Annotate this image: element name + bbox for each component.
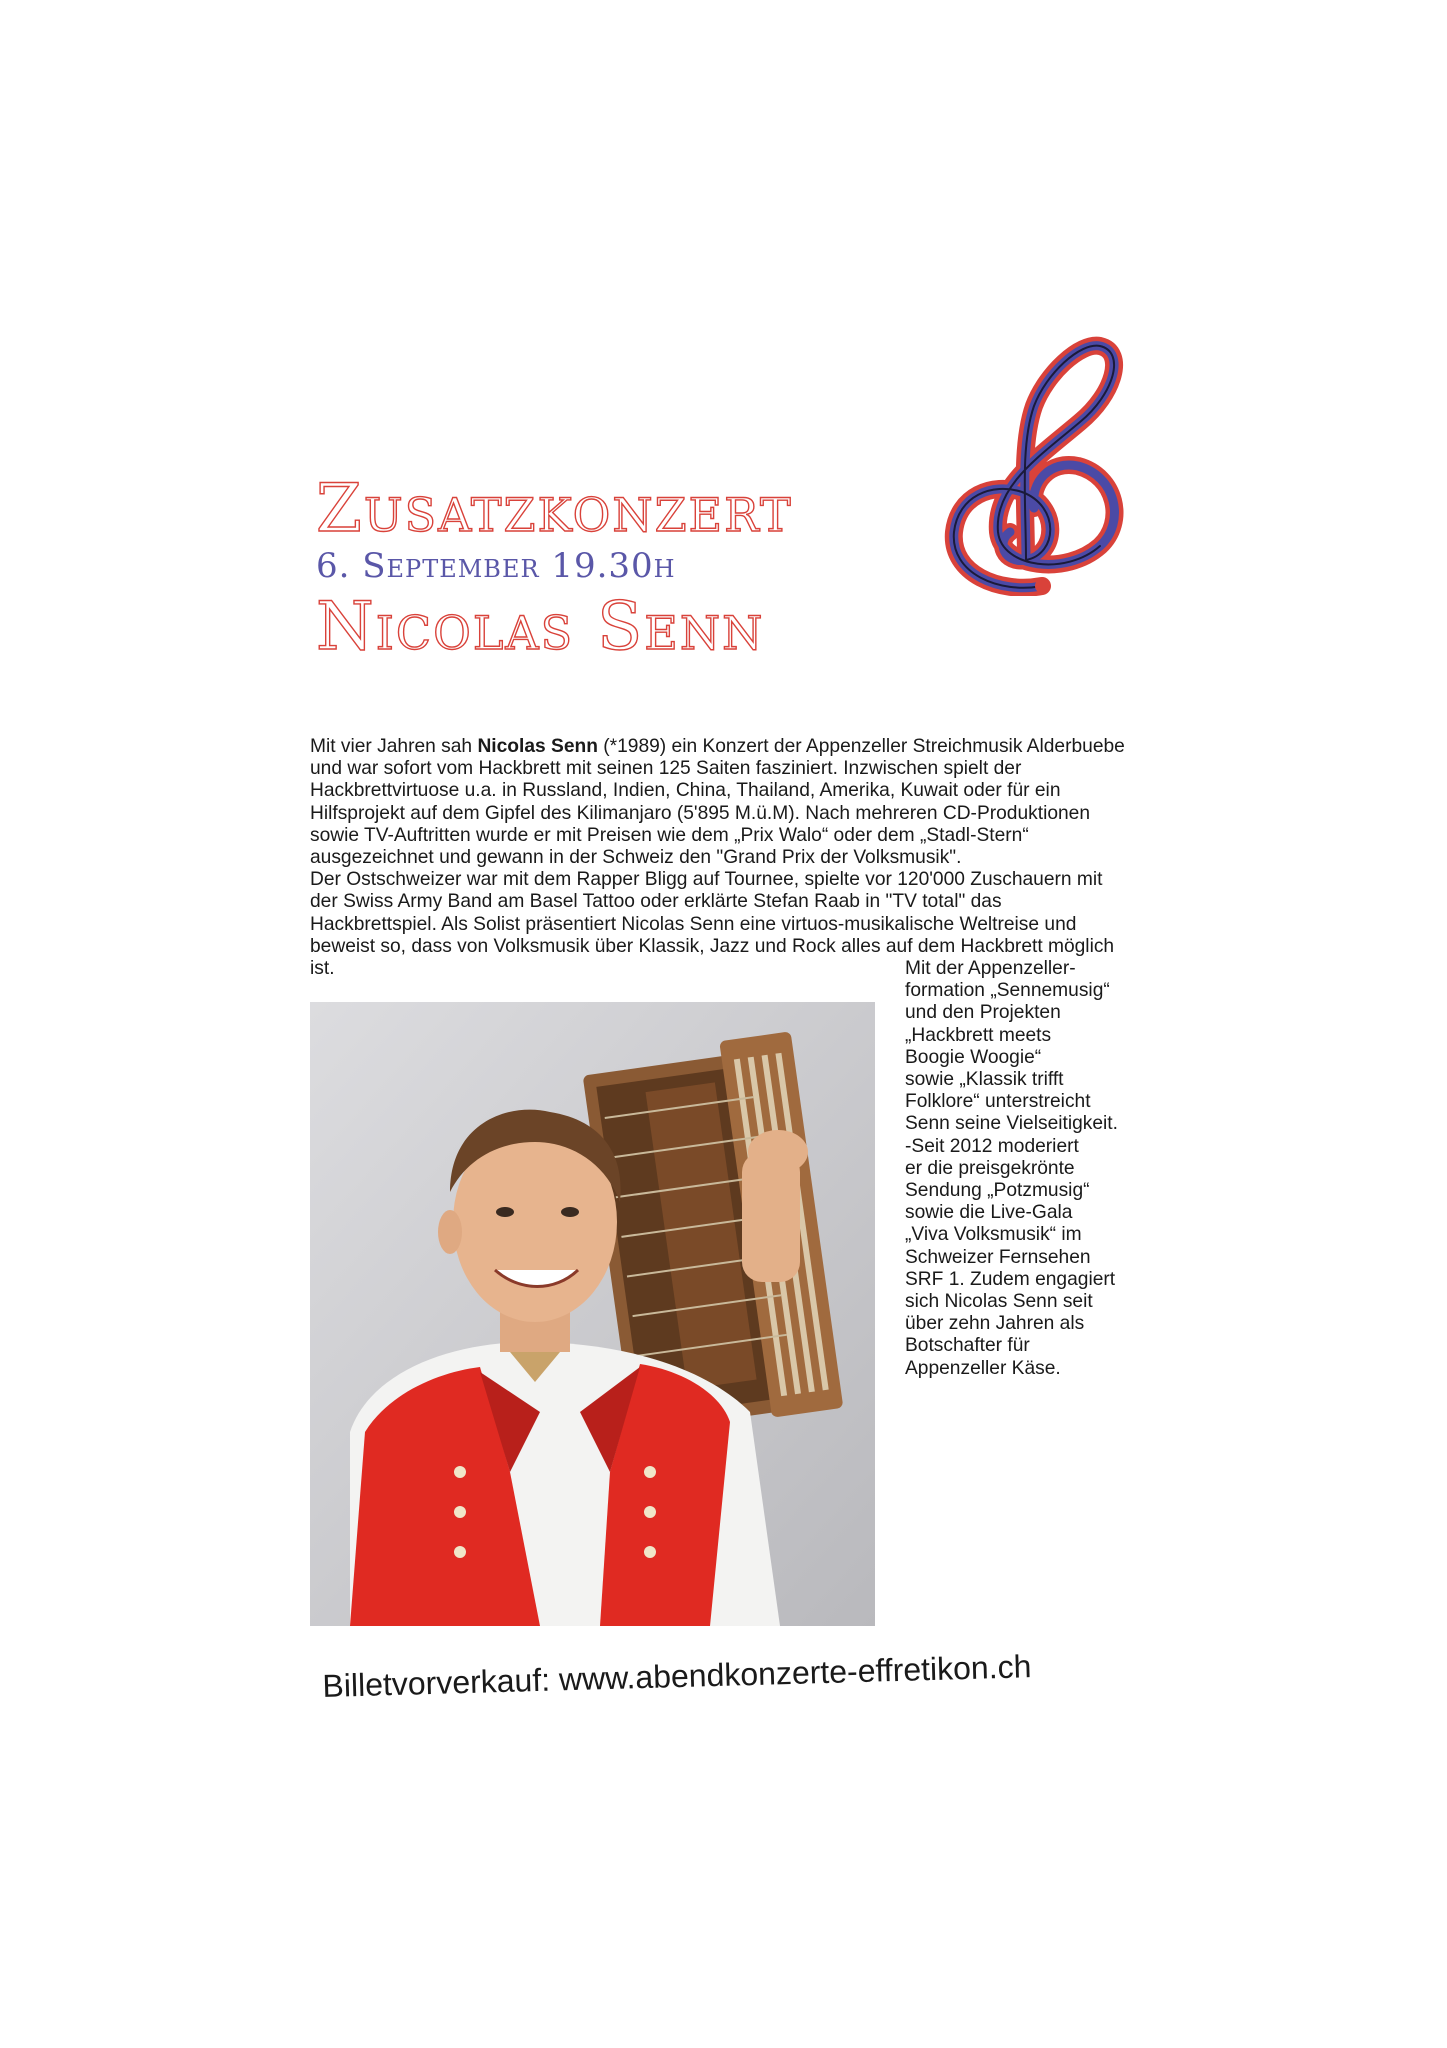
side-column-line: SRF 1. Zudem engagiert [905, 1268, 1116, 1290]
side-column-line: Folklore“ unterstreicht [905, 1091, 1091, 1113]
performer-name: Nicolas Senn [316, 588, 765, 665]
presale-footer: Billetvorverkauf: www.abendkonzerte-effretikon.ch [322, 1648, 1032, 1704]
side-column-line: Schweizer Fernsehen [905, 1246, 1091, 1268]
side-column-line: Senn seine Vielseitigkeit. [905, 1113, 1118, 1135]
event-date: 6. September 19.30h [316, 546, 676, 586]
side-column-line: Sendung „Potzmusig“ [905, 1180, 1090, 1202]
side-column-text [905, 958, 1135, 1380]
treble-clef-icon [930, 336, 1130, 596]
event-title: Zusatzkonzert [316, 470, 793, 547]
side-column-line: sowie die Live-Gala [905, 1202, 1073, 1224]
side-column-line: Mit der Appenzeller- [905, 958, 1076, 979]
side-column-line: formation „Sennemusig“ [905, 980, 1110, 1002]
intro-paragraph-1: Mit vier Jahren sah Nicolas Senn (*1989) ein Konzert der Appenzeller Streichmusik Alderbuebe und war sofort vom Hackbrett mit seinen 125 Saiten fasziniert. Inzwischen spielt der Hackbrettvirtuose u.a. in Russland, Indien, China, Thailand, Amerika, Kuwait oder für ein Hilfsprojekt auf dem Gipfel des Kilimanjaro (5'895 M.ü.M). Nach mehreren CD-Produktionen sowie TV-Auftritten wurde er mit Preisen wie dem „Prix Walo“ oder dem „Stadl-Stern“ ausgezeichnet und gewann in der Schweiz den "Grand Prix der Volksmusik". [310, 736, 1125, 869]
side-column-line: Botschafter für [905, 1335, 1030, 1357]
side-column-line: sowie „Klassik trifft [905, 1069, 1064, 1091]
side-column-line: -Seit 2012 moderiert [905, 1135, 1079, 1157]
intro-text [310, 736, 1132, 980]
side-column-line: „Viva Volksmusik“ im [905, 1224, 1082, 1246]
side-column-line: „Hackbrett meets [905, 1024, 1052, 1046]
side-column-line: Boogie Woogie“ [905, 1046, 1042, 1068]
side-column-line: er die preisgekrönte [905, 1157, 1075, 1179]
side-column-line: und den Projekten [905, 1002, 1061, 1024]
performer-name-inline: Nicolas Senn [477, 736, 598, 757]
side-column-line: Appenzeller Käse. [905, 1357, 1061, 1379]
side-column-line: sich Nicolas Senn seit [905, 1291, 1093, 1313]
intro-paragraph-2: Der Ostschweizer war mit dem Rapper Bligg auf Tournee, spielte vor 120'000 Zuschauern mit der Swiss Army Band am Basel Tattoo oder erklärte Stefan Raab in "TV total" das Hackbrettspiel. Als Solist präsentiert Nicolas Senn eine virtuos-musikalische Weltreise und beweist so, dass von Volksmusik über Klassik, Jazz und Rock alles auf dem Hackbrett möglich ist. [310, 869, 1115, 980]
performer-photo [310, 1002, 875, 1626]
side-column-line: über zehn Jahren als [905, 1313, 1085, 1335]
